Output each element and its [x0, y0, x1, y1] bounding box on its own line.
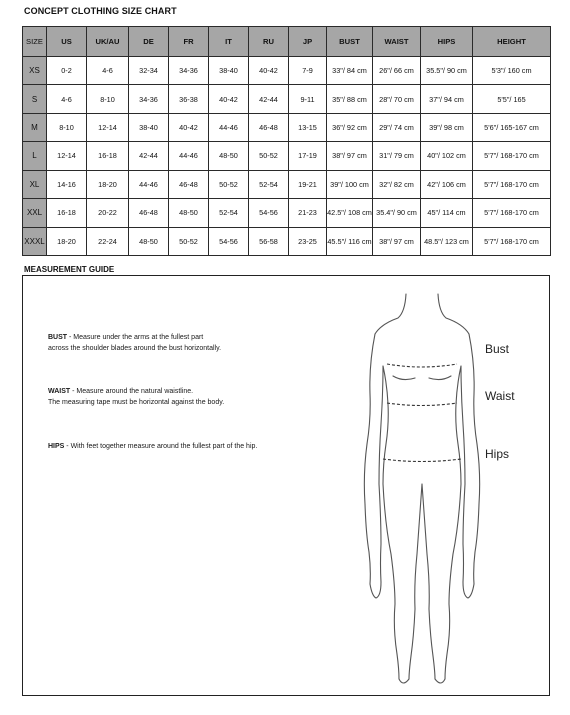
table-cell: 19-21	[289, 170, 327, 198]
table-cell: 36"/ 92 cm	[327, 113, 373, 141]
table-cell: 17-19	[289, 142, 327, 170]
column-header: BUST	[327, 27, 373, 57]
bust-text-line2: across the shoulder blades around the bust horizontally.	[48, 345, 222, 352]
table-cell: 44-46	[209, 113, 249, 141]
size-cell: XXL	[23, 199, 47, 227]
table-cell: 31"/ 79 cm	[373, 142, 421, 170]
table-cell: 50-52	[209, 170, 249, 198]
chart-title: CONCEPT CLOTHING SIZE CHART	[24, 6, 177, 16]
table-cell: 40"/ 102 cm	[421, 142, 473, 170]
waist-text-line1: - Measure around the natural waistline.	[70, 388, 194, 395]
table-cell: 38-40	[129, 113, 169, 141]
table-cell: 50-52	[249, 142, 289, 170]
table-cell: 40-42	[209, 85, 249, 113]
table-cell: 56-58	[249, 227, 289, 255]
table-cell: 5'3"/ 160 cm	[473, 57, 551, 85]
column-header: DE	[129, 27, 169, 57]
column-header: IT	[209, 27, 249, 57]
table-row	[23, 199, 551, 227]
table-cell: 14-16	[47, 170, 87, 198]
table-cell: 40-42	[169, 113, 209, 141]
table-cell: 54-56	[209, 227, 249, 255]
table-cell: 38-40	[209, 57, 249, 85]
table-cell: 5'6"/ 165-167 cm	[473, 113, 551, 141]
table-cell: 54-56	[249, 199, 289, 227]
table-cell: 5'7"/ 168-170 cm	[473, 199, 551, 227]
table-cell: 13-15	[289, 113, 327, 141]
size-cell: S	[23, 85, 47, 113]
table-cell: 5'7"/ 168-170 cm	[473, 227, 551, 255]
size-chart-table	[22, 26, 551, 256]
hips-term: HIPS	[48, 443, 65, 450]
waist-label: Waist	[485, 389, 515, 403]
table-cell: 32"/ 82 cm	[373, 170, 421, 198]
waist-text-line2: The measuring tape must be horizontal against the body.	[48, 399, 225, 406]
table-cell: 34-36	[129, 85, 169, 113]
table-cell: 8-10	[87, 85, 129, 113]
header-row	[23, 27, 551, 57]
table-cell: 42-44	[249, 85, 289, 113]
table-cell: 20-22	[87, 199, 129, 227]
body-figure-illustration	[343, 284, 543, 689]
measurement-guide-title: MEASUREMENT GUIDE	[24, 265, 115, 274]
table-row	[23, 113, 551, 141]
table-row	[23, 170, 551, 198]
table-cell: 46-48	[129, 199, 169, 227]
column-header: US	[47, 27, 87, 57]
table-cell: 5'5"/ 165	[473, 85, 551, 113]
table-cell: 46-48	[249, 113, 289, 141]
table-cell: 21-23	[289, 199, 327, 227]
table-row	[23, 142, 551, 170]
table-cell: 32-34	[129, 57, 169, 85]
table-cell: 5'7"/ 168-170 cm	[473, 170, 551, 198]
table-cell: 45"/ 114 cm	[421, 199, 473, 227]
table-cell: 48.5"/ 123 cm	[421, 227, 473, 255]
column-header: FR	[169, 27, 209, 57]
column-header: RU	[249, 27, 289, 57]
column-header: WAIST	[373, 27, 421, 57]
table-row	[23, 85, 551, 113]
table-cell: 39"/ 98 cm	[421, 113, 473, 141]
bust-term: BUST	[48, 334, 68, 341]
table-cell: 52-54	[209, 199, 249, 227]
size-cell: XL	[23, 170, 47, 198]
table-cell: 8-10	[47, 113, 87, 141]
table-cell: 16-18	[87, 142, 129, 170]
table-cell: 23-25	[289, 227, 327, 255]
column-header: UK/AU	[87, 27, 129, 57]
table-cell: 18-20	[47, 227, 87, 255]
hips-instruction	[48, 441, 257, 452]
measurement-guide-panel	[22, 275, 550, 696]
table-cell: 4-6	[87, 57, 129, 85]
column-header: SIZE	[23, 27, 47, 57]
table-cell: 42.5"/ 108 cm	[327, 199, 373, 227]
table-cell: 45.5"/ 116 cm	[327, 227, 373, 255]
waist-instruction	[48, 386, 224, 408]
table-cell: 37"/ 94 cm	[421, 85, 473, 113]
table-cell: 28"/ 70 cm	[373, 85, 421, 113]
table-cell: 42"/ 106 cm	[421, 170, 473, 198]
table-cell: 22-24	[87, 227, 129, 255]
table-cell: 26"/ 66 cm	[373, 57, 421, 85]
table-cell: 48-50	[209, 142, 249, 170]
table-cell: 29"/ 74 cm	[373, 113, 421, 141]
size-cell: XS	[23, 57, 47, 85]
table-cell: 0-2	[47, 57, 87, 85]
table-cell: 33"/ 84 cm	[327, 57, 373, 85]
table-cell: 18-20	[87, 170, 129, 198]
table-cell: 12-14	[47, 142, 87, 170]
table-cell: 35.5"/ 90 cm	[421, 57, 473, 85]
table-cell: 34-36	[169, 57, 209, 85]
table-cell: 38"/ 97 cm	[327, 142, 373, 170]
table-cell: 44-46	[129, 170, 169, 198]
hips-text-line1: - With feet together measure around the fullest part of the hip.	[64, 443, 258, 450]
bust-instruction	[48, 332, 221, 354]
table-cell: 35.4"/ 90 cm	[373, 199, 421, 227]
table-cell: 48-50	[169, 199, 209, 227]
table-cell: 44-46	[169, 142, 209, 170]
table-cell: 5'7"/ 168-170 cm	[473, 142, 551, 170]
table-cell: 46-48	[169, 170, 209, 198]
column-header: HIPS	[421, 27, 473, 57]
table-cell: 12-14	[87, 113, 129, 141]
table-cell: 7-9	[289, 57, 327, 85]
table-cell: 35"/ 88 cm	[327, 85, 373, 113]
table-row	[23, 227, 551, 255]
table-row	[23, 57, 551, 85]
table-cell: 16-18	[47, 199, 87, 227]
size-cell: L	[23, 142, 47, 170]
bust-label: Bust	[485, 342, 510, 356]
size-cell: XXXL	[23, 227, 47, 255]
table-cell: 50-52	[169, 227, 209, 255]
waist-term: WAIST	[48, 388, 71, 395]
table-cell: 4-6	[47, 85, 87, 113]
size-cell: M	[23, 113, 47, 141]
column-header: HEIGHT	[473, 27, 551, 57]
table-cell: 40-42	[249, 57, 289, 85]
table-cell: 9-11	[289, 85, 327, 113]
bust-text-line1: - Measure under the arms at the fullest part	[67, 334, 204, 341]
table-cell: 52-54	[249, 170, 289, 198]
table-cell: 38"/ 97 cm	[373, 227, 421, 255]
table-cell: 42-44	[129, 142, 169, 170]
column-header: JP	[289, 27, 327, 57]
table-cell: 39"/ 100 cm	[327, 170, 373, 198]
table-cell: 48-50	[129, 227, 169, 255]
hips-label: Hips	[485, 447, 510, 461]
table-cell: 36-38	[169, 85, 209, 113]
